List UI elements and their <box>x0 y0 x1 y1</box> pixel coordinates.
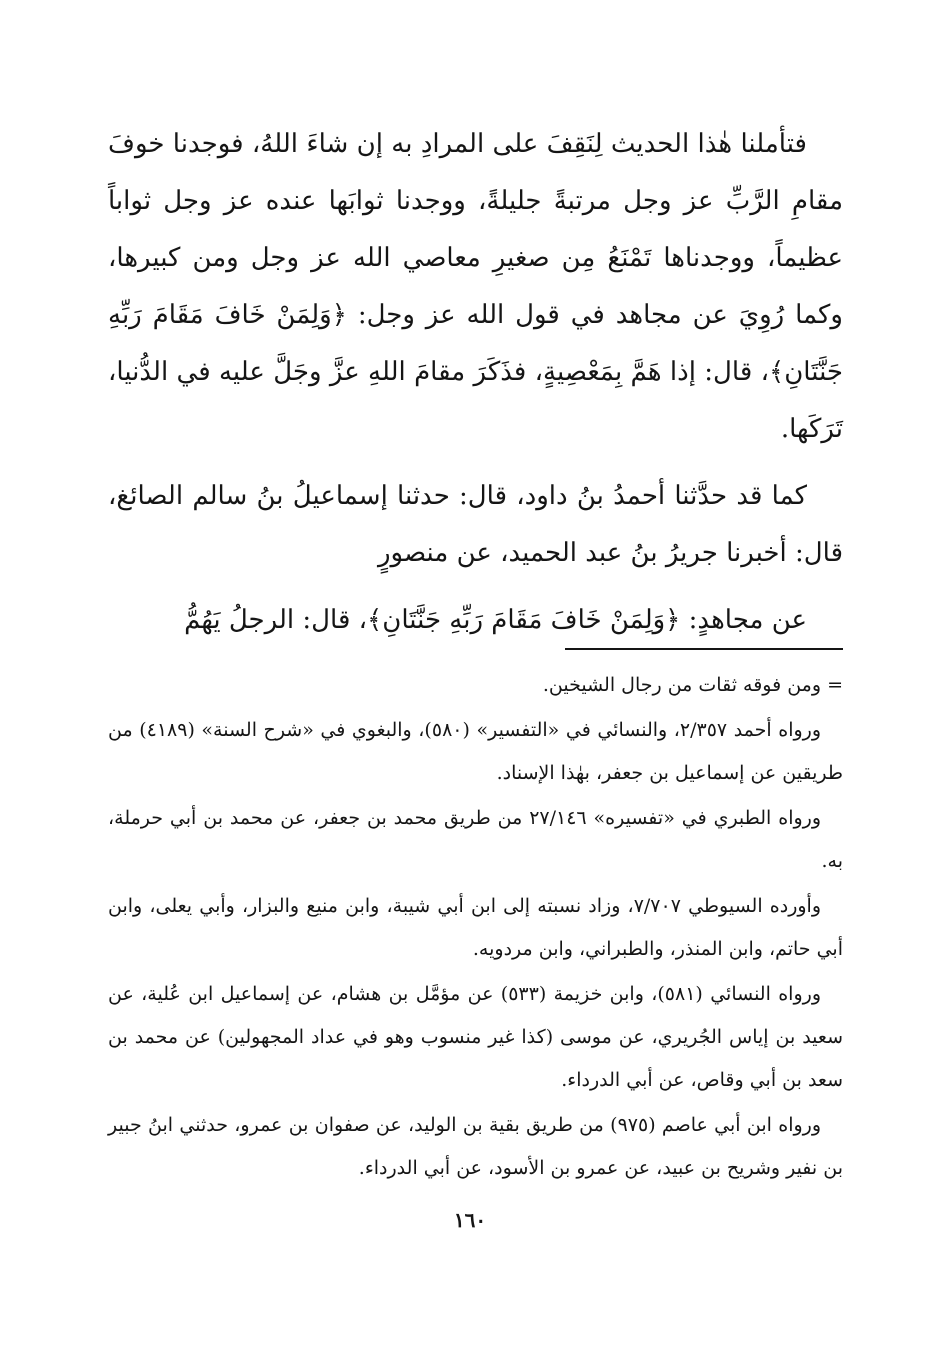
page-number: ١٦٠ <box>453 1208 487 1232</box>
footnote-paragraph: وأورده السيوطي ٧/٧٠٧، وزاد نسبته إلى ابن أبي شيبة، وابن منيع والبزار، وأبي يعلى، وابن أبي حاتم، وابن المنذر، والطبراني، وابن مردويه. <box>108 895 843 960</box>
main-paragraph: فتأملنا هٰذا الحديث لِنَقِفَ على المرادِ به إن شاءَ اللهُ، فوجدنا خوفَ مقامِ الرَّبِّ عز وجل مرتبةً جليلةً، ووجدنا ثوابَها عنده عز وجل ثواباً عظيماً، ووجدناها تَمْنَعُ مِن صغيرِ معاصي الله عز وجل ومن كبيرها، وكما رُوِيَ عن مجاهد في قول الله عز وجل: ﴿وَلِمَنْ خَافَ مَقَامَ رَبِّهِ جَنَّتَانِ﴾، قال: إذا هَمَّ بِمَعْصِيةٍ، فذَكَرَ مقامَ اللهِ عزَّ وجَلَّ عليه في الدُّنيا، تَرَكَها. <box>108 129 843 444</box>
footnote-paragraph: ورواه أحمد ٢/٣٥٧، والنسائي في «التفسير» (٥٨٠)، والبغوي في «شرح السنة» (٤١٨٩) من طريقين عن إسماعيل بن جعفر، بهٰذا الإسناد. <box>108 719 843 784</box>
main-paragraph: كما قد حدَّثنا أحمدُ بنُ داود، قال: حدثنا إسماعيلُ بنُ سالم الصائغ، قال: أخبرنا جريرُ بنُ عبد الحميد، عن منصورٍ <box>108 481 843 568</box>
main-text-body <box>108 116 843 649</box>
footnote-paragraph: ورواه النسائي (٥٨١)، وابن خزيمة (٥٣٣) عن مؤمَّل بن هشام، عن إسماعيل ابن عُلية، عن سعيد بن إياس الجُريري، عن موسى (كذا غير منسوب وهو في عداد المجهولين) عن محمد بن سعد بن أبي وقاص، عن أبي الدرداء. <box>108 983 843 1091</box>
main-paragraph: عن مجاهدٍ: ﴿وَلِمَنْ خَافَ مَقَامَ رَبِّهِ جَنَّتَانِ﴾، قال: الرجلُ يَهُمُّ <box>184 605 807 635</box>
footnotes-section <box>108 664 843 1192</box>
footnote-paragraph: ورواه ابن أبي عاصم (٩٧٥) من طريق بقية بن الوليد، عن صفوان بن عمرو، حدثني ابنُ جبير بن نفير وشريح بن عبيد، عن عمرو بن الأسود، عن أبي الدرداء. <box>108 1114 843 1179</box>
footnote-continuation: = ومن فوقه ثقات من رجال الشيخين. <box>542 674 843 696</box>
footnote-paragraph: ورواه الطبري في «تفسيره» ٢٧/١٤٦ من طريق محمد بن جعفر، عن محمد بن أبي حرملة، به. <box>108 807 843 872</box>
footnote-separator <box>565 648 843 650</box>
